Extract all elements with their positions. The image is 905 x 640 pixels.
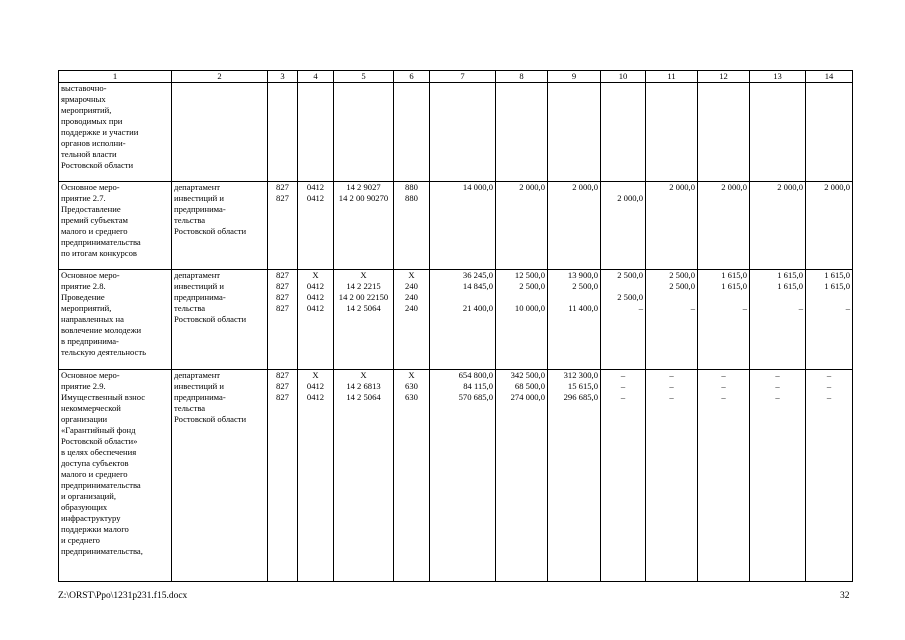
cell-line: – (742, 303, 747, 313)
cell-line: 880 (405, 182, 418, 192)
cell-line: 1 615,0 (824, 281, 850, 291)
cell-line: X (312, 270, 319, 280)
amount-cell (430, 370, 496, 582)
cell-line: 1 615,0 (824, 270, 850, 280)
header-row (59, 71, 853, 83)
cell-line: 630 (405, 381, 418, 391)
cell-line: доступа субъектов (61, 458, 129, 468)
cell-line: 11 400,0 (568, 303, 598, 313)
cell-line: приятие 2.7. (61, 193, 106, 203)
cell-line: и среднего (61, 535, 100, 545)
cell-line (550, 193, 598, 204)
cell-line: – (620, 392, 626, 402)
cell-line: 1 615,0 (721, 270, 747, 280)
cell-line (432, 193, 493, 204)
cell-line: – (775, 370, 780, 380)
cell-line: 2 500,0 (669, 281, 695, 291)
cell-line: мероприятий, (61, 105, 112, 115)
cell-line: 827 (276, 270, 289, 280)
cell-line: 2 500,0 (669, 270, 695, 280)
amount-cell (430, 182, 496, 270)
code-csr-cell (334, 270, 394, 370)
cell-line: 14 2 5064 (346, 392, 381, 402)
cell-line: X (360, 270, 367, 280)
cell-line: малого и среднего (61, 469, 128, 479)
cell-line: и организаций, (61, 491, 117, 501)
cell-line: Основное меро- (61, 182, 120, 192)
code-section-cell (298, 370, 334, 582)
cell-line: – (669, 381, 674, 391)
cell-line: 312 300,0 (563, 370, 598, 380)
cell-line: 274 000,0 (510, 392, 545, 402)
cell-line: 2 000,0 (519, 182, 545, 192)
cell-line: 880 (405, 193, 418, 203)
cell-line: инвестиций и (174, 281, 224, 291)
cell-line: департамент (174, 182, 221, 192)
amount-cell (806, 370, 853, 582)
cell-line: 240 (405, 281, 418, 291)
cell-line: X (312, 370, 319, 380)
cell-line: Ростовской области» (61, 436, 138, 446)
table-row (59, 370, 853, 582)
cell-line: инфраструктуру (61, 513, 121, 523)
cell-line: – (690, 303, 695, 313)
cell-line: «Гарантийный фонд (61, 425, 136, 435)
cell-line: 14 2 9027 (346, 182, 381, 192)
cell-line: 2 000,0 (777, 182, 803, 192)
cell-line: – (721, 381, 726, 391)
amount-cell (430, 270, 496, 370)
col-header: 8 (496, 71, 548, 83)
executor-cell (172, 370, 268, 582)
cell-line: 2 500,0 (519, 281, 545, 291)
cell-line: 240 (405, 303, 418, 313)
cell-line: проводимых при (61, 116, 123, 126)
cell-line: 1 615,0 (777, 270, 803, 280)
amount-cell (548, 182, 601, 270)
cell-line: 2 000,0 (721, 182, 747, 192)
cell-line: 827 (276, 182, 289, 192)
cell-line: инвестиций и (174, 381, 224, 391)
cell-line: предпринимательства, (61, 546, 143, 556)
cell-line: предпринимательства (61, 237, 141, 247)
table-row (59, 270, 853, 370)
cell-line (648, 292, 695, 303)
amount-cell (601, 370, 646, 582)
cell-line: 2 000,0 (617, 193, 643, 203)
amount-cell (750, 182, 806, 270)
cell-line: – (826, 370, 832, 380)
cell-line: премий субъектам (61, 215, 128, 225)
col-header: 6 (394, 71, 430, 83)
cell-line: организации (61, 414, 108, 424)
measure-name-cell (59, 270, 172, 370)
code-csr-cell (334, 182, 394, 270)
cell-line: 14 845,0 (462, 281, 493, 291)
col-header: 12 (698, 71, 750, 83)
amount-cell (750, 370, 806, 582)
cell-line: 0412 (306, 182, 325, 192)
cell-line: 2 500,0 (617, 270, 643, 280)
cell-line: предпринима- (174, 204, 226, 214)
footer-page-number: 32 (840, 591, 850, 601)
cell-line: 827 (276, 381, 289, 391)
executor-cell (172, 182, 268, 270)
code-section-cell (298, 182, 334, 270)
cell-line: 68 500,0 (514, 381, 545, 391)
cell-line: – (721, 370, 726, 380)
col-header: 5 (334, 71, 394, 83)
col-header: 7 (430, 71, 496, 83)
cell-line: инвестиций и (174, 193, 224, 203)
col-header: 13 (750, 71, 806, 83)
cell-line: 1 615,0 (777, 281, 803, 291)
cell-line: X (408, 270, 415, 280)
cell-line: Проведение (61, 292, 105, 302)
cell-line (432, 292, 493, 303)
cell-line: Основное меро- (61, 370, 120, 380)
cell-line: по итогам конкурсов (61, 248, 137, 258)
cell-line: направленных на (61, 314, 124, 324)
cell-line: Предоставление (61, 204, 121, 214)
cell-line: департамент (174, 370, 221, 380)
code-csr-cell (334, 370, 394, 582)
cell-line: органов исполни- (61, 138, 126, 148)
cell-line: образующих (61, 502, 108, 512)
program-table (58, 70, 853, 582)
cell-line: – (775, 381, 780, 391)
cell-line (498, 292, 545, 303)
code-grbs-cell (268, 370, 298, 582)
amount-cell (496, 370, 548, 582)
amount-cell (646, 182, 698, 270)
cell-line: 630 (405, 392, 418, 402)
cell-line: в целях обеспечения (61, 447, 137, 457)
cell-line: 10 000,0 (514, 303, 545, 313)
cell-line: Ростовской области (174, 226, 247, 236)
amount-cell (496, 270, 548, 370)
cell-line: 13 900,0 (567, 270, 598, 280)
cell-line: 0412 (306, 381, 325, 391)
col-header: 1 (59, 71, 172, 83)
cell-line: 12 500,0 (514, 270, 545, 280)
cell-line: 296 685,0 (563, 392, 598, 402)
amount-cell (646, 370, 698, 582)
cell-line (550, 292, 598, 303)
executor-cell (172, 270, 268, 370)
cell-line: Ростовской области (174, 314, 247, 324)
cell-line: поддержки малого (61, 524, 129, 534)
amount-cell (806, 182, 853, 270)
cell-line: – (775, 392, 780, 402)
cell-line: 0412 (306, 281, 325, 291)
cell-line: 342 500,0 (510, 370, 545, 380)
cell-line: предпринимательства (61, 480, 141, 490)
code-grbs-cell (268, 270, 298, 370)
cell-line: приятие 2.9. (61, 381, 106, 391)
cell-line: вовлечение молодежи (61, 325, 142, 335)
cell-line: – (669, 370, 674, 380)
cell-line: 14 2 5064 (346, 303, 381, 313)
col-header: 4 (298, 71, 334, 83)
cell-line: Ростовской области (174, 414, 247, 424)
cell-line: 15 615,0 (567, 381, 598, 391)
cell-line: выставочно- (61, 83, 107, 93)
cell-line (603, 182, 643, 193)
col-header: 14 (806, 71, 853, 83)
cell-line: – (826, 381, 832, 391)
col-header: 9 (548, 71, 601, 83)
cell-line: ярмарочных (61, 94, 106, 104)
cell-line: 827 (276, 303, 289, 313)
cell-line: в предпринима- (61, 336, 119, 346)
cell-line: 827 (276, 193, 289, 203)
cell-line: X (408, 370, 415, 380)
code-vr-cell (394, 182, 430, 270)
amount-cell (698, 370, 750, 582)
amount-cell (646, 270, 698, 370)
code-vr-cell (394, 370, 430, 582)
amount-cell (698, 270, 750, 370)
cell-line: Основное меро- (61, 270, 120, 280)
cell-line: 827 (276, 292, 289, 302)
cell-line: 654 800,0 (458, 370, 493, 380)
cell-line (700, 193, 747, 204)
cell-line: X (360, 370, 367, 380)
cell-line: предпринима- (174, 392, 226, 402)
cell-line: Ростовской области (61, 160, 134, 170)
cell-line (808, 193, 850, 204)
cell-line: 14 2 2215 (346, 281, 381, 291)
cell-line: 570 685,0 (458, 392, 493, 402)
cell-line: предпринима- (174, 292, 226, 302)
col-header: 11 (646, 71, 698, 83)
cell-line: 14 000,0 (462, 182, 493, 192)
col-header: 3 (268, 71, 298, 83)
cell-line: – (845, 303, 850, 313)
cell-line: 84 115,0 (463, 381, 493, 391)
cell-line: 1 615,0 (721, 281, 747, 291)
code-section-cell (298, 270, 334, 370)
amount-cell (601, 182, 646, 270)
cell-line: 2 500,0 (617, 292, 643, 302)
code-grbs-cell (268, 182, 298, 270)
cell-line: 827 (276, 392, 289, 402)
amount-cell (806, 270, 853, 370)
measure-name-cell (59, 83, 172, 182)
cell-line: 0412 (306, 392, 325, 402)
amount-cell (548, 370, 601, 582)
cell-line: – (620, 381, 626, 391)
cell-line: департамент (174, 270, 221, 280)
cell-line: 240 (405, 292, 418, 302)
cell-line: 2 000,0 (669, 182, 695, 192)
cell-line: тельства (174, 403, 206, 413)
cell-line: тельной власти (61, 149, 117, 159)
cell-line: некоммерческой (61, 403, 121, 413)
cell-line: 2 000,0 (824, 182, 850, 192)
table-row (59, 83, 853, 182)
cell-line (808, 292, 850, 303)
cell-line (603, 281, 643, 292)
amount-cell (496, 182, 548, 270)
cell-line: 21 400,0 (462, 303, 493, 313)
table-row (59, 182, 853, 270)
cell-line: – (721, 392, 726, 402)
cell-line: поддержке и участии (61, 127, 139, 137)
cell-line (752, 292, 803, 303)
cell-line: – (638, 303, 643, 313)
cell-line: – (669, 392, 674, 402)
cell-line: 0412 (306, 193, 325, 203)
cell-line: 14 2 6813 (346, 381, 381, 391)
cell-line (648, 193, 695, 204)
cell-line (700, 292, 747, 303)
amount-cell (601, 270, 646, 370)
cell-line: приятие 2.8. (61, 281, 106, 291)
cell-line: Имущественный взнос (61, 392, 146, 402)
cell-line (498, 193, 545, 204)
footer-file-path: Z:\ORST\Ppo\1231p231.f15.docx (58, 591, 188, 601)
cell-line: малого и среднего (61, 226, 128, 236)
amount-cell (750, 270, 806, 370)
cell-line: 827 (276, 370, 289, 380)
cell-line: 2 000,0 (572, 182, 598, 192)
cell-line (752, 193, 803, 204)
amount-cell (698, 182, 750, 270)
cell-line: тельства (174, 303, 206, 313)
col-header: 2 (172, 71, 268, 83)
amount-cell (548, 270, 601, 370)
cell-line: 0412 (306, 303, 325, 313)
cell-line: 2 500,0 (572, 281, 598, 291)
cell-line: 827 (276, 281, 289, 291)
code-vr-cell (394, 270, 430, 370)
cell-line: 0412 (306, 292, 325, 302)
cell-line: – (826, 392, 832, 402)
cell-line: 36 245,0 (462, 270, 493, 280)
cell-line: тельства (174, 215, 206, 225)
cell-line: 14 2 00 90270 (338, 193, 389, 203)
cell-line: тельскую деятельность (61, 347, 147, 357)
cell-line: 14 2 00 22150 (338, 292, 389, 302)
measure-name-cell (59, 182, 172, 270)
cell-line: – (620, 370, 626, 380)
measure-name-cell (59, 370, 172, 582)
cell-line: мероприятий, (61, 303, 112, 313)
col-header: 10 (601, 71, 646, 83)
cell-line: – (798, 303, 803, 313)
